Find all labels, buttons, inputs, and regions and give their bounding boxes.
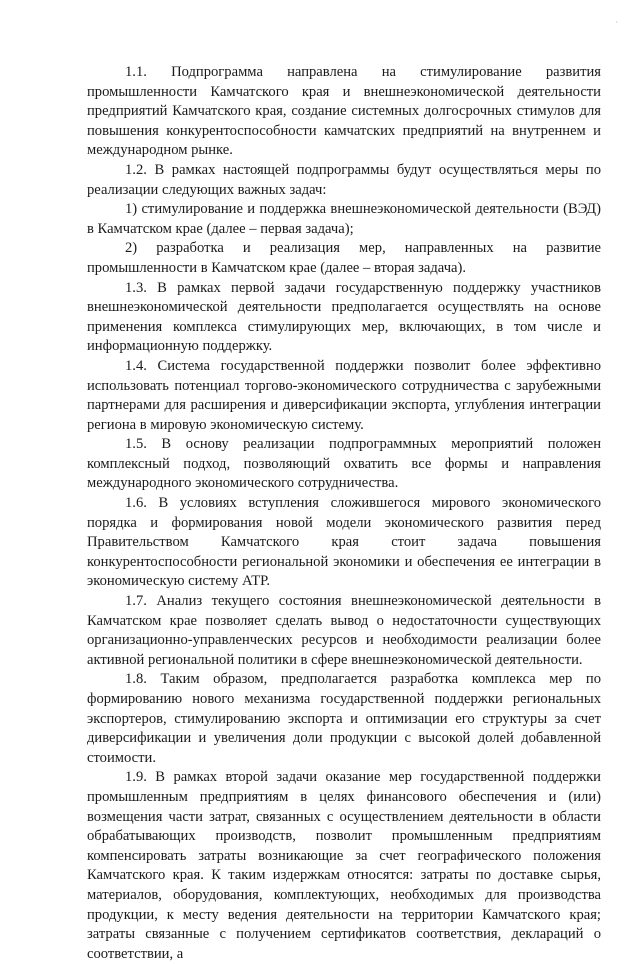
task-item-1: 1) стимулирование и поддержка внешнеэкономической деятельности (ВЭД) в Камчатском крае (далее – первая задача); bbox=[87, 201, 601, 237]
paragraph-1-2: 1.2. В рамках настоящей подпрограммы будут осуществляться меры по реализации следующих важных задач: bbox=[87, 161, 601, 198]
task-item-2: 2) разработка и реализация мер, направленных на развитие промышленности в Камчатском крае (далее – вторая задача). bbox=[87, 240, 601, 276]
paragraph-1-7: 1.7. Анализ текущего состояния внешнеэкономической деятельности в Камчатском крае позволяет сделать вывод о недостаточности существующих организационно-управленческих ресурсов и необходимости реализации более активной региональной политики в сфере внешнеэкономической деятельности. bbox=[87, 593, 601, 668]
paragraph-1-9: 1.9. В рамках второй задачи оказание мер государственной поддержки промышленным предприятиям в целях финансового обеспечения и (или) возмещения части затрат, связанных с осуществлением деятельности в области обрабатывающих производств, позволит промышленным предприятиям компенсировать затраты возникающие за счет географического положения Камчатского края. К таким издержкам относятся: затраты по доставке сырья, материалов, оборудования, комплектующих, необходимых для производства продукции, к месту ведения деятельности на территории Камчатского края; затраты связанные с получением сертификатов соответствия, деклараций о соответствии, а bbox=[87, 769, 601, 962]
paragraph-1-8: 1.8. Таким образом, предполагается разработка комплекса мер по формированию нового механизма государственной поддержки региональных экспортеров, стимулированию экспорта и оптимизации его структуры за счет диверсификации и увеличения доли продукции с высокой долей добавленной стоимости. bbox=[87, 671, 601, 766]
paragraph-1-1: 1.1. Подпрограмма направлена на стимулирование развития промышленности Камчатского края и внешнеэкономической деятельности предприятий Камчатского края, создание системных долгосрочных стимулов для повышения конкурентоспособности камчатских предприятий на внутреннем и международном рынке. bbox=[87, 64, 601, 159]
paragraph-1-3: 1.3. В рамках первой задачи государственную поддержку участников внешнеэкономической деятельности предполагается осуществлять на основе применения комплекса стимулирующих мер, включающих, в том числе и информационную поддержку. bbox=[87, 279, 601, 355]
corner-mark: · bbox=[615, 18, 618, 27]
document-body bbox=[87, 63, 601, 964]
paragraph-1-6: 1.6. В условиях вступления сложившегося мирового экономического порядка и формирования новой модели экономического развития перед Правительством Камчатского края стоит задача повышения конкурентоспособности региональной экономики и обеспечения ее интеграции в экономическую систему АТР. bbox=[87, 495, 601, 590]
paragraph-1-5: 1.5. В основу реализации подпрограммных мероприятий положен комплексный подход, позволяющий охватить все формы и направления международного экономического сотрудничества. bbox=[87, 436, 601, 492]
paragraph-1-4: 1.4. Система государственной поддержки позволит более эффективно использовать потенциал торгово-экономического сотрудничества с зарубежными партнерами для расширения и диверсификации экспорта, углубления интеграции региона в мировую экономическую систему. bbox=[87, 357, 601, 433]
